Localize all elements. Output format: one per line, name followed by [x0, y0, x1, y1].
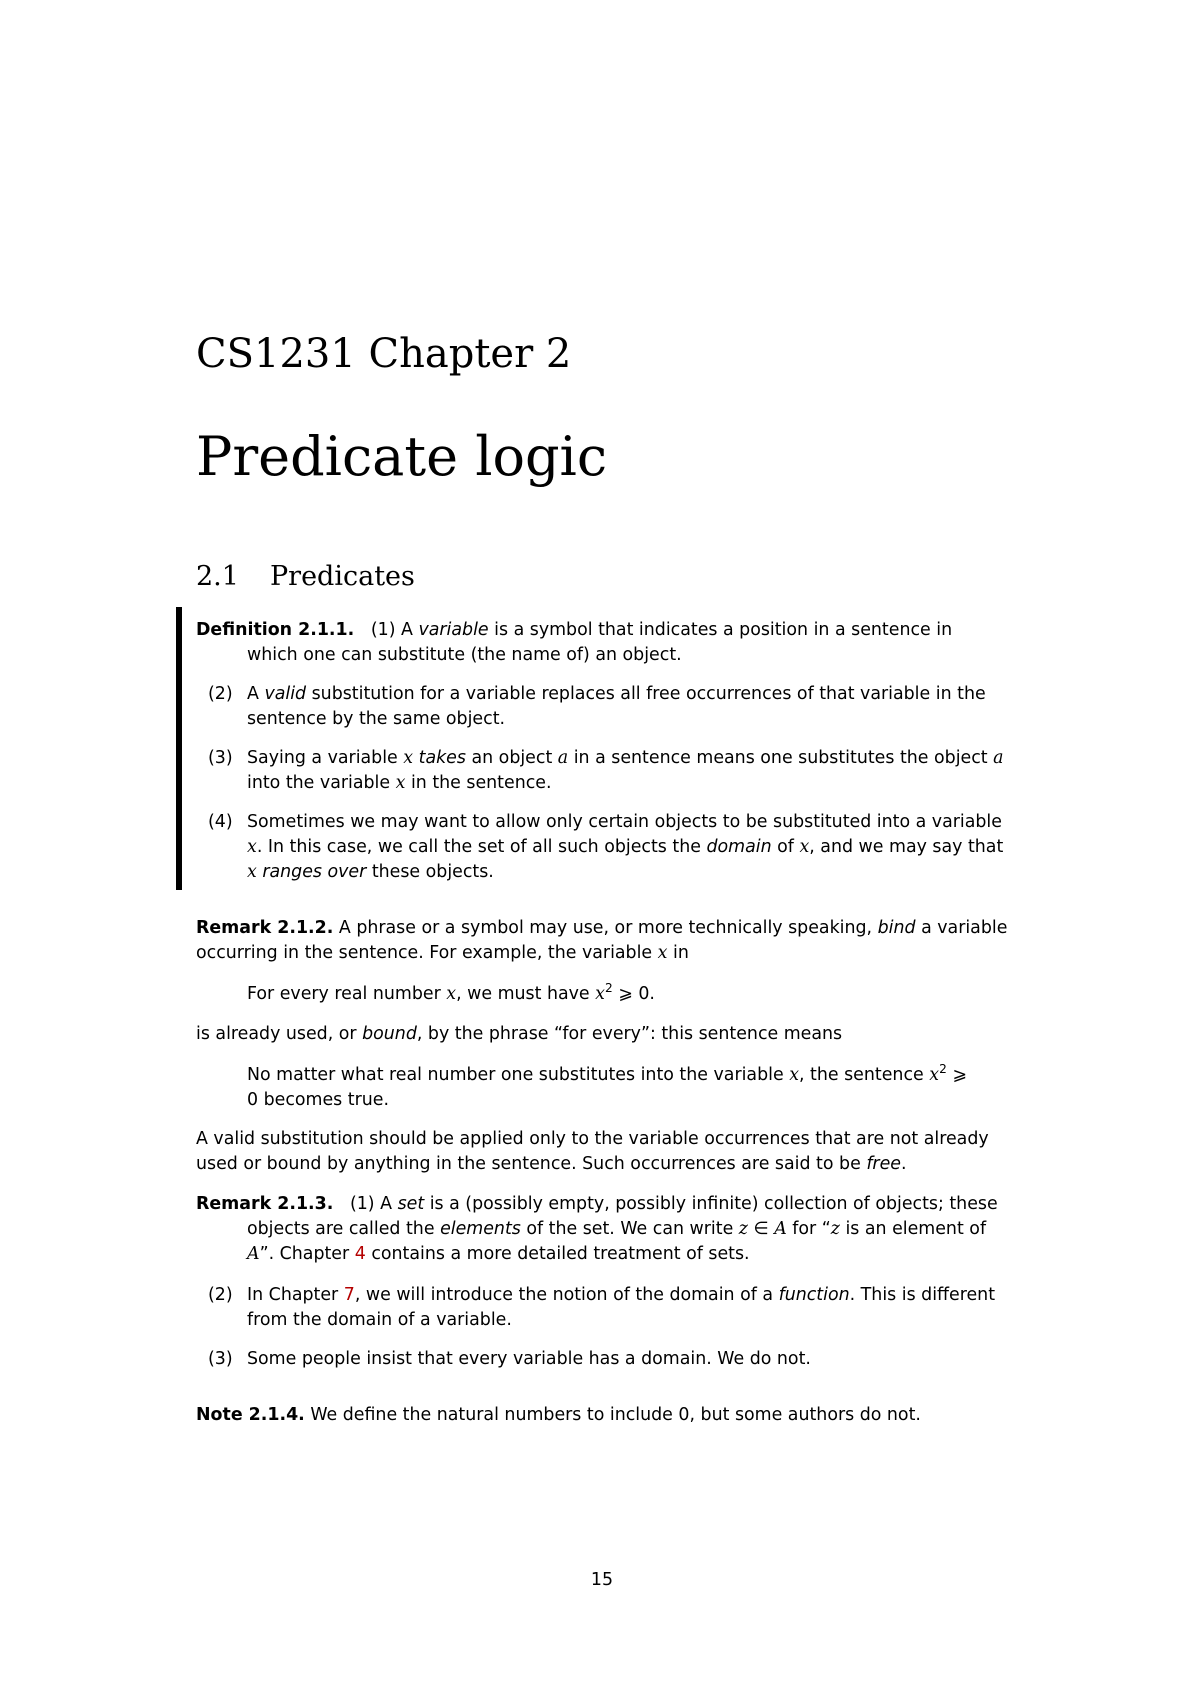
remark-text: . [900, 1154, 907, 1174]
math-symbol: ∈ [753, 1219, 769, 1239]
definition-text: Saying a variable [247, 748, 398, 768]
definition-term: ranges over [262, 862, 367, 882]
math-variable: A [774, 1219, 787, 1239]
definition-text: an object [471, 748, 553, 768]
remark-text: A phrase or a symbol may use, or more technically speaking, [338, 918, 873, 938]
definition-term: valid [264, 684, 307, 704]
remark-item-number: (1) [349, 1194, 375, 1214]
quote-text: , we must have [456, 984, 590, 1004]
math-variable: x [395, 773, 406, 793]
remark-text: is a (possibly empty, possibly infinite) collection of objects; these objects are called the [247, 1194, 998, 1239]
math-variable: x [247, 837, 257, 857]
note-text: We define the natural numbers to include 0, but some authors do not. [310, 1405, 921, 1425]
definition-term: takes [418, 748, 466, 768]
remark-text: , by the phrase “for every”: this sentence means [416, 1024, 843, 1044]
remark-term: function [778, 1285, 850, 1305]
remark-term: bind [877, 918, 916, 938]
note-label: Note 2.1.4. [196, 1405, 305, 1425]
remark-term: bound [362, 1024, 417, 1044]
definition-2-1-1 [196, 618, 1008, 668]
remark-text: A valid substitution should be applied only to the variable occurrences that are not already used or bound by anything in the sentence. Such occurrences are said to be [196, 1129, 989, 1174]
math-exponent: 2 [604, 981, 613, 996]
math-variable: x [446, 984, 457, 1004]
remark-term: free [866, 1154, 901, 1174]
math-exponent: 2 [939, 1062, 947, 1077]
remark-text-block [196, 1022, 1008, 1047]
definition-text: , and we may say that [809, 837, 1004, 857]
definition-item-number: (3) [208, 748, 233, 768]
definition-text: of [777, 837, 794, 857]
remark-label: Remark 2.1.2. [196, 918, 334, 938]
remark-text: in [673, 943, 689, 963]
remark-2-1-3 [196, 1192, 1008, 1267]
section-title: Predicates [270, 561, 415, 592]
remark-item-number: (3) [208, 1349, 233, 1369]
definition-label: Definition 2.1.1. [196, 620, 355, 640]
definition-text: A [247, 684, 259, 704]
page-number: 15 [590, 1570, 614, 1590]
definition-text: in the sentence. [410, 773, 552, 793]
chapter-4-link[interactable]: 4 [354, 1244, 366, 1264]
quote-text: ⩾ 0 becomes true. [247, 1065, 967, 1110]
definition-item [196, 682, 1008, 732]
remark-term: set [397, 1194, 425, 1214]
remark-text-block [196, 1127, 1008, 1177]
remark-item [196, 1283, 1008, 1333]
note-2-1-4 [196, 1403, 1008, 1428]
chapter-label: CS1231 Chapter 2 [196, 331, 572, 377]
definition-margin-bar [176, 607, 182, 890]
math-variable: a [557, 748, 569, 768]
chapter-title: Predicate logic [196, 425, 608, 488]
definition-item [196, 810, 1008, 885]
definition-text: into the variable [247, 773, 391, 793]
math-variable: x [403, 748, 414, 768]
definition-text: A [401, 620, 413, 640]
math-variable: x [247, 862, 257, 882]
definition-term: variable [418, 620, 489, 640]
remark-term: elements [440, 1219, 521, 1239]
math-variable: z [830, 1219, 840, 1239]
remark-text: contains a more detailed treatment of sets. [371, 1244, 750, 1264]
math-variable: x [657, 943, 668, 963]
remark-text: , we will introduce the notion of the domain of a [354, 1285, 774, 1305]
remark-quote [247, 1063, 967, 1113]
chapter-7-link[interactable]: 7 [343, 1285, 355, 1305]
remark-item-number: (2) [208, 1285, 233, 1305]
definition-item [196, 746, 1008, 796]
math-variable: x [595, 984, 605, 1004]
remark-text: ”. Chapter [259, 1244, 350, 1264]
definition-text: substitution for a variable replaces all free occurrences of that variable in the sentence by the same object. [247, 684, 986, 729]
definition-text: Sometimes we may want to allow only certain objects to be substituted into a variable [247, 812, 1002, 832]
definition-item-number: (2) [208, 684, 233, 704]
math-variable: x [799, 837, 810, 857]
remark-text: A [380, 1194, 393, 1214]
quote-text: , the sentence [799, 1065, 924, 1085]
remark-text: In Chapter [247, 1285, 339, 1305]
remark-quote [247, 982, 967, 1007]
math-variable: A [247, 1244, 260, 1264]
quote-text: ⩾ 0. [618, 984, 655, 1004]
definition-term: domain [706, 837, 772, 857]
quote-text: No matter what real number one substitutes into the variable [247, 1065, 784, 1085]
section-heading [196, 560, 415, 594]
definition-text: in a sentence means one substitutes the object [573, 748, 988, 768]
math-variable: z [738, 1219, 748, 1239]
math-variable: x [929, 1065, 940, 1085]
remark-label: Remark 2.1.3. [196, 1194, 334, 1214]
remark-text: for “ [792, 1219, 831, 1239]
remark-text: is already used, or [196, 1024, 357, 1044]
definition-item-number: (1) [370, 620, 396, 640]
remark-text: is an element of [845, 1219, 987, 1239]
math-variable: x [789, 1065, 799, 1085]
definition-text: these objects. [371, 862, 494, 882]
definition-item-number: (4) [208, 812, 233, 832]
definition-text: . In this case, we call the set of all such objects the [256, 837, 701, 857]
remark-text: a variable occurring in the sentence. For example, the variable [196, 918, 1008, 963]
remark-text: of the set. We can write [526, 1219, 734, 1239]
remark-text: . This is different from the domain of a variable. [247, 1285, 996, 1330]
document-page [196, 0, 1008, 1696]
remark-2-1-2 [196, 916, 1008, 966]
math-variable: a [993, 748, 1004, 768]
quote-text: For every real number [247, 984, 441, 1004]
definition-text: is a symbol that indicates a position in a sentence in which one can substitute (the name of) an object. [247, 620, 953, 665]
remark-text: Some people insist that every variable has a domain. We do not. [247, 1349, 811, 1369]
section-number: 2.1 [196, 561, 239, 592]
remark-item [196, 1347, 1008, 1372]
